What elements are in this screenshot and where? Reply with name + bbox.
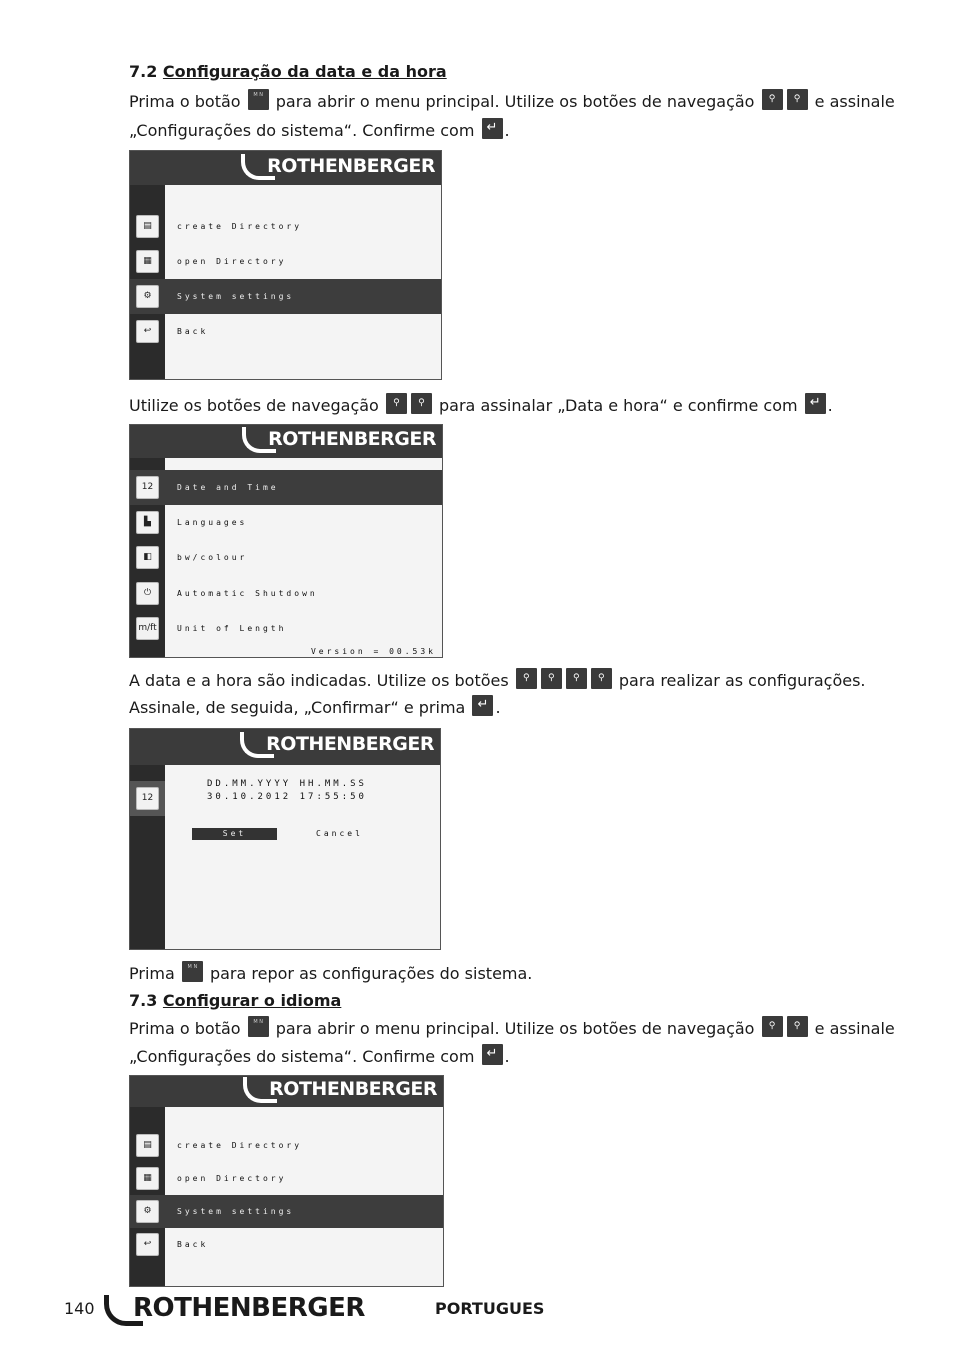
nav-up-button-icon: ⚲ [516, 668, 537, 689]
brand-text: ROTHENBERGER [133, 1293, 365, 1323]
clock-calendar-icon: 12 [136, 787, 159, 810]
set-button[interactable]: Set [192, 828, 277, 840]
text: . [827, 396, 833, 415]
menu-item-label: Unit of Length [177, 624, 287, 633]
nav-down-button-icon: ⚲ [411, 393, 432, 414]
text: . [504, 1047, 510, 1066]
menu-button-icon: M N [248, 89, 269, 110]
paragraph-date-time-adjust [129, 667, 866, 721]
text: Prima [129, 964, 175, 983]
ruler-icon: m/ft [136, 617, 159, 640]
menu-item-open-directory[interactable] [130, 1162, 443, 1195]
section-heading-7-2 [129, 62, 447, 81]
menu-button-icon: M N [182, 961, 203, 982]
menu-item-open-directory[interactable] [130, 244, 441, 279]
text: e assinale [814, 1019, 895, 1038]
menu-item-unit-of-length[interactable] [130, 611, 442, 646]
menu-item-label: Languages [177, 518, 248, 527]
nav-up-button-icon: ⚲ [762, 1016, 783, 1037]
text: . [504, 121, 510, 140]
text: Prima o botão [129, 1019, 241, 1038]
version-label: Version = 00.53k [310, 647, 436, 656]
text: para assinalar „Data e hora“ e confirme com [439, 396, 798, 415]
menu-item-label: Back [177, 327, 209, 336]
open-directory-icon: ▦ [136, 1167, 159, 1190]
color-mode-icon: ◧ [136, 546, 159, 569]
menu-item-label: open Directory [177, 257, 287, 266]
paragraph-open-menu-language [129, 1015, 895, 1071]
nav-down-button-icon: ⚲ [541, 668, 562, 689]
menu-item-label: Date and Time [177, 483, 279, 492]
paragraph-open-menu [129, 87, 895, 145]
cancel-button[interactable]: Cancel [316, 829, 363, 838]
text: A data e a hora são indicadas. Utilize os botões [129, 671, 509, 690]
page-number: 140 [64, 1299, 95, 1318]
menu-item-automatic-shutdown[interactable] [130, 576, 442, 611]
brand-text: ROTHENBERGER [267, 155, 435, 177]
brand-text: ROTHENBERGER [269, 1078, 437, 1100]
menu-item-label: Back [177, 1240, 209, 1249]
menu-item-create-directory[interactable] [130, 1129, 443, 1162]
date-time-value[interactable]: 30.10.2012 17:55:50 [207, 792, 367, 802]
section-number: 7.2 [129, 62, 158, 81]
menu-item-label: create Directory [177, 222, 303, 231]
paragraph-select-date-time [129, 391, 833, 420]
menu-item-create-directory[interactable] [130, 209, 441, 244]
selected-sidebar-slot [130, 781, 165, 816]
open-directory-icon: ▦ [136, 250, 159, 273]
menu-item-label: System settings [177, 292, 295, 301]
brand-logo [240, 732, 434, 758]
nav-left-button-icon: ⚲ [566, 668, 587, 689]
nav-up-button-icon: ⚲ [762, 89, 783, 110]
brand-logo [243, 1077, 437, 1103]
enter-button-icon: ↵ [482, 1044, 503, 1065]
menu-item-bw-colour[interactable] [130, 540, 442, 575]
menu-item-label: System settings [177, 1207, 295, 1216]
text: para abrir o menu principal. Utilize os botões de navegação [275, 92, 755, 111]
device-screen-system-settings [129, 424, 443, 658]
brand-logo [242, 427, 436, 453]
text: „Configurações do sistema“. Confirme com [129, 121, 475, 140]
footer-language: PORTUGUES [435, 1299, 545, 1318]
screen-header [130, 729, 440, 765]
flag-icon: ▙ [136, 511, 159, 534]
text: „Configurações do sistema“. Confirme com [129, 1047, 475, 1066]
settings-gears-icon: ⚙ [136, 1200, 159, 1223]
clock-calendar-icon: 12 [136, 476, 159, 499]
text: para abrir o menu principal. Utilize os botões de navegação [275, 1019, 755, 1038]
back-arrow-icon: ↩ [136, 1233, 159, 1256]
screen-header [130, 1076, 443, 1107]
menu-item-languages[interactable] [130, 505, 442, 540]
screen-header [130, 151, 441, 185]
brand-logo [241, 154, 435, 180]
nav-down-button-icon: ⚲ [787, 1016, 808, 1037]
menu-item-label: Automatic Shutdown [177, 589, 318, 598]
menu-button-icon: M N [248, 1016, 269, 1037]
section-heading-7-3 [129, 991, 341, 1010]
screen-header [130, 425, 442, 458]
text: Prima o botão [129, 92, 241, 111]
text: Assinale, de seguida, „Confirmar“ e prima [129, 698, 466, 717]
menu-item-back[interactable] [130, 314, 441, 349]
menu-item-date-and-time[interactable] [130, 470, 442, 505]
text: . [495, 698, 501, 717]
menu-item-system-settings[interactable] [130, 279, 441, 314]
menu-item-label: create Directory [177, 1141, 303, 1150]
footer-brand-logo [104, 1293, 365, 1326]
back-arrow-icon: ↩ [136, 320, 159, 343]
enter-button-icon: ↵ [805, 393, 826, 414]
settings-gears-icon: ⚙ [136, 285, 159, 308]
section-title: Configurar o idioma [162, 991, 342, 1010]
brand-text: ROTHENBERGER [266, 733, 434, 755]
power-timer-icon: ⏻ [136, 582, 159, 605]
create-directory-icon: ▤ [136, 215, 159, 238]
section-title: Configuração da data e da hora [162, 62, 447, 81]
menu-item-system-settings[interactable] [130, 1195, 443, 1228]
text: e assinale [814, 92, 895, 111]
brand-text: ROTHENBERGER [268, 428, 436, 450]
create-directory-icon: ▤ [136, 1134, 159, 1157]
text: para realizar as configurações. [618, 671, 866, 690]
enter-button-icon: ↵ [472, 695, 493, 716]
section-number: 7.3 [129, 991, 158, 1010]
device-screen-date-time [129, 728, 441, 950]
device-screen-main-menu-2 [129, 1075, 444, 1287]
nav-right-button-icon: ⚲ [591, 668, 612, 689]
date-time-format-label: DD.MM.YYYY HH.MM.SS [207, 779, 367, 789]
menu-item-back[interactable] [130, 1228, 443, 1261]
paragraph-reset-settings [129, 959, 532, 988]
text: para repor as configurações do sistema. [209, 964, 533, 983]
menu-item-label: bw/colour [177, 553, 248, 562]
nav-up-button-icon: ⚲ [386, 393, 407, 414]
nav-down-button-icon: ⚲ [787, 89, 808, 110]
device-screen-main-menu [129, 150, 442, 380]
menu-item-label: open Directory [177, 1174, 287, 1183]
text: Utilize os botões de navegação [129, 396, 379, 415]
enter-button-icon: ↵ [482, 118, 503, 139]
